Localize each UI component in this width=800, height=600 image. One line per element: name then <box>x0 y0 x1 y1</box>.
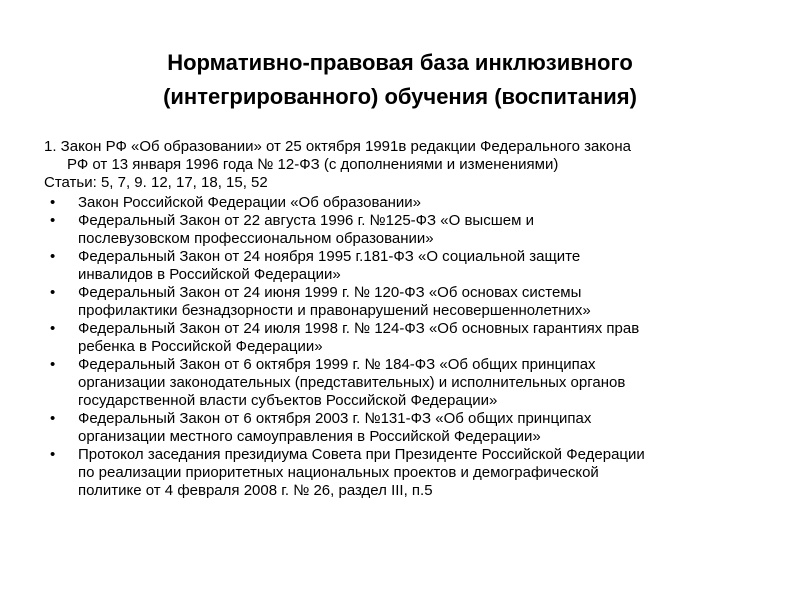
list-item-line: Федеральный Закон от 24 июля 1998 г. № 124-ФЗ «Об основных гарантиях прав <box>78 320 640 337</box>
list-item-line: Федеральный Закон от 24 июня 1999 г. № 120-ФЗ «Об основах системы <box>78 284 582 301</box>
list-item <box>44 356 774 410</box>
numbered-item <box>44 138 774 174</box>
slide-title <box>0 46 800 114</box>
slide-body <box>44 138 774 500</box>
list-item <box>44 194 774 212</box>
list-item <box>44 212 774 248</box>
list-item <box>44 320 774 356</box>
list-item-line: Федеральный Закон от 6 октября 2003 г. №131-ФЗ «Об общих принципах <box>78 410 592 427</box>
articles-text: Статьи: 5, 7, 9. 12, 17, 18, 15, 52 <box>44 174 268 191</box>
list-item-line: по реализации приоритетных национальных проектов и демографической <box>78 464 599 481</box>
bullet-icon: • <box>50 284 56 301</box>
list-item <box>44 410 774 446</box>
list-item-line: инвалидов в Российской Федерации» <box>78 266 341 283</box>
list-item-line: Закон Российской Федерации «Об образовании» <box>78 194 422 211</box>
list-item-line: профилактики безнадзорности и правонарушений несовершеннолетних» <box>78 302 591 319</box>
title-line: (интегрированного) обучения (воспитания) <box>163 84 637 109</box>
list-item-line: Федеральный Закон от 6 октября 1999 г. № 184-ФЗ «Об общих принципах <box>78 356 596 373</box>
list-item <box>44 446 774 500</box>
bullet-icon: • <box>50 212 56 229</box>
list-item-line: ребенка в Российской Федерации» <box>78 338 323 355</box>
list-item-line: организации местного самоуправления в Российской Федерации» <box>78 428 541 445</box>
list-item-line: послевузовском профессиональном образовании» <box>78 230 434 247</box>
bullet-icon: • <box>50 356 56 373</box>
list-item-line: Федеральный Закон от 24 ноября 1995 г.181-ФЗ «О социальной защите <box>78 248 581 265</box>
bullet-icon: • <box>50 194 56 211</box>
numbered-line: РФ от 13 января 1996 года № 12-ФЗ (с дополнениями и изменениями) <box>67 156 559 173</box>
bullet-icon: • <box>50 248 56 265</box>
list-item-line: Федеральный Закон от 22 августа 1996 г. №125-ФЗ «О высшем и <box>78 212 534 229</box>
title-line: Нормативно-правовая база инклюзивного <box>167 50 633 75</box>
list-item <box>44 248 774 284</box>
list-item-line: политике от 4 февраля 2008 г. № 26, раздел III, п.5 <box>78 482 433 499</box>
bullet-icon: • <box>50 320 56 337</box>
law-list <box>44 194 774 500</box>
list-item <box>44 284 774 320</box>
bullet-icon: • <box>50 446 56 463</box>
list-item-line: организации законодательных (представительных) и исполнительных органов <box>78 374 626 391</box>
list-item-line: Протокол заседания президиума Совета при Президенте Российской Федерации <box>78 446 645 463</box>
numbered-line: 1. Закон РФ «Об образовании» от 25 октября 1991в редакции Федерального закона <box>44 138 631 155</box>
list-item-line: государственной власти субъектов Российской Федерации» <box>78 392 498 409</box>
bullet-icon: • <box>50 410 56 427</box>
